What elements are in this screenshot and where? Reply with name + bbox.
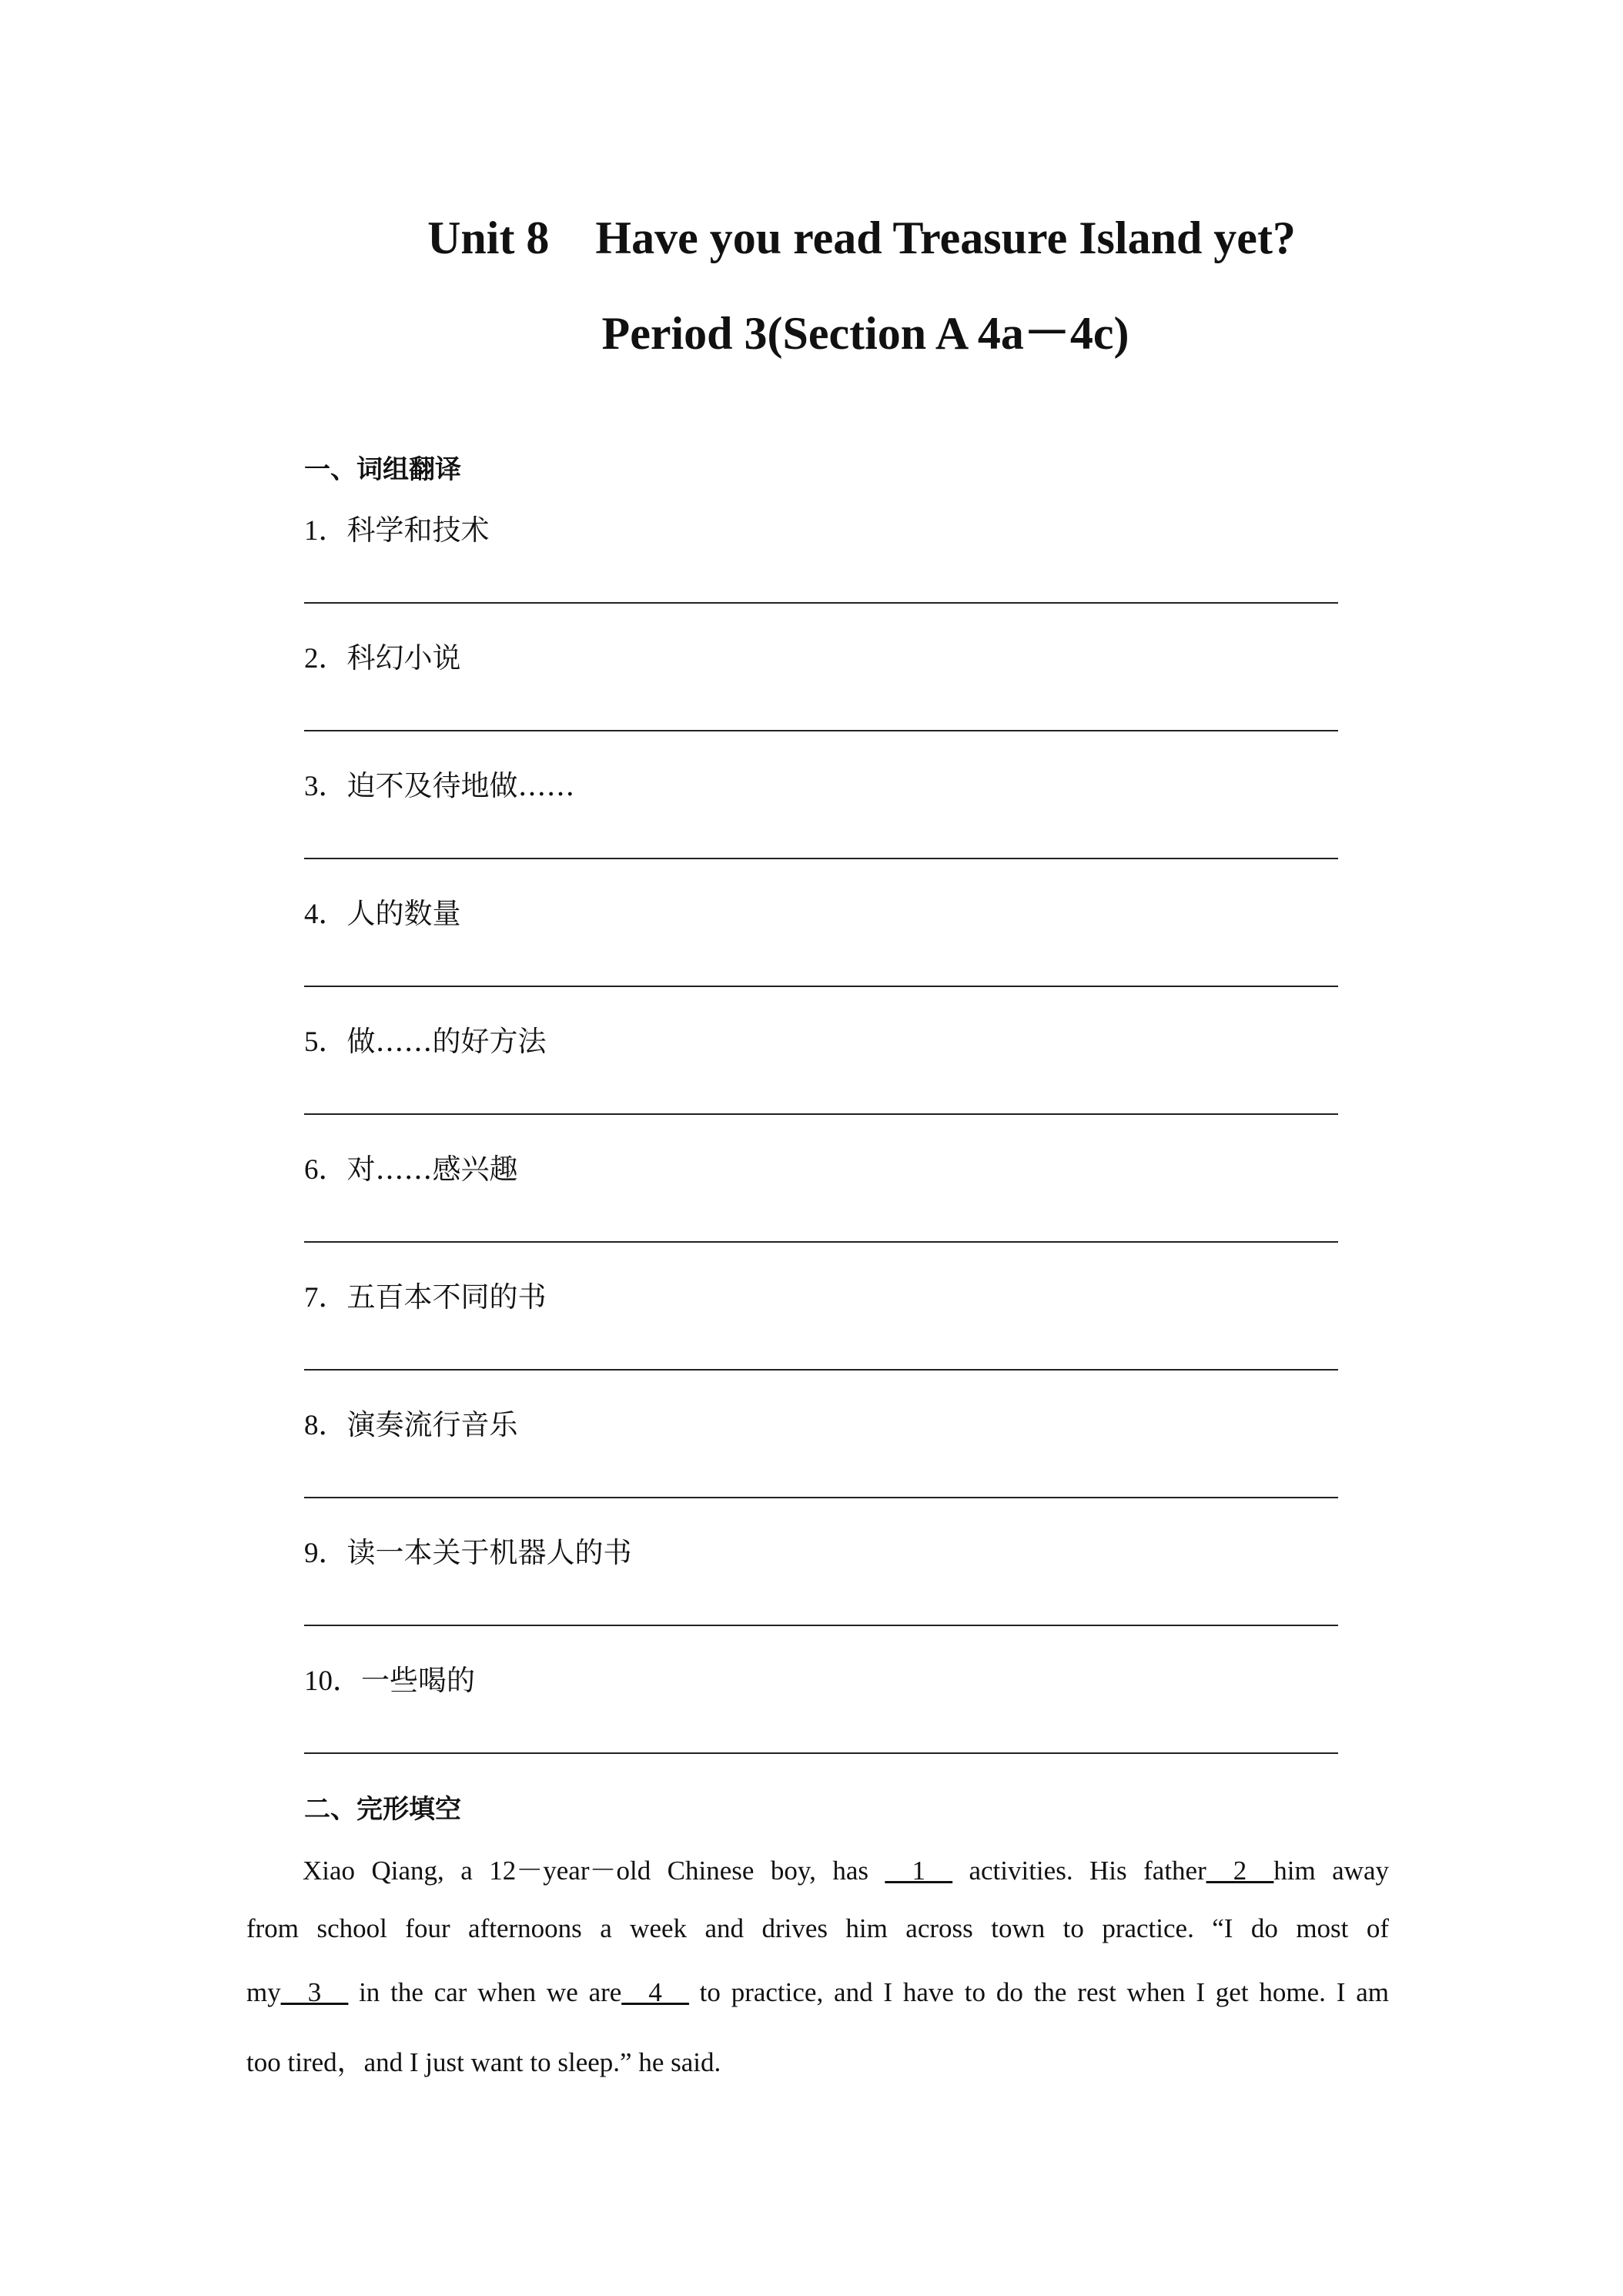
passage-line: from school four afternoons a week and drives him across town to practice. “I do most of bbox=[246, 1913, 1389, 1943]
item-number: 7． bbox=[304, 1282, 347, 1314]
item-number: 1． bbox=[304, 515, 347, 547]
passage-text: my bbox=[246, 1977, 281, 2007]
answer-line[interactable] bbox=[304, 858, 1338, 859]
item-text: 科学和技术 bbox=[346, 514, 490, 547]
item-number: 10． bbox=[304, 1665, 361, 1697]
item-number: 3． bbox=[304, 771, 347, 802]
item-text: 演奏流行音乐 bbox=[346, 1408, 518, 1441]
page-title: Unit 8 Have you read Treasure Island yet? bbox=[427, 213, 1296, 263]
passage-text: to practice, and I have to do the rest when I get home. I am bbox=[688, 1977, 1389, 2007]
answer-line[interactable] bbox=[304, 1241, 1338, 1243]
answer-line[interactable] bbox=[304, 986, 1338, 987]
item-number: 2． bbox=[304, 643, 347, 674]
item-text: 五百本不同的书 bbox=[346, 1280, 547, 1314]
passage-text: activities. His father bbox=[952, 1856, 1206, 1886]
list-item bbox=[304, 1401, 518, 1443]
page-subtitle: Period 3(Section A 4a－4c) bbox=[601, 308, 1129, 359]
item-number: 8． bbox=[304, 1410, 347, 1441]
answer-line[interactable] bbox=[304, 1625, 1338, 1626]
item-text: 对……感兴趣 bbox=[346, 1153, 518, 1186]
passage-line bbox=[303, 1849, 1389, 1888]
list-item bbox=[304, 762, 575, 804]
item-text: 科幻小说 bbox=[346, 641, 461, 674]
item-text: 做……的好方法 bbox=[346, 1025, 547, 1058]
passage-line bbox=[246, 1977, 1389, 2008]
answer-line[interactable] bbox=[304, 1752, 1338, 1754]
item-text: 人的数量 bbox=[346, 897, 461, 930]
list-item bbox=[304, 1274, 547, 1315]
list-item bbox=[304, 1146, 518, 1187]
answer-line[interactable] bbox=[304, 1497, 1338, 1498]
blank-2[interactable]: __2__ bbox=[1206, 1856, 1274, 1886]
item-text: 一些喝的 bbox=[361, 1664, 475, 1697]
list-item bbox=[304, 1529, 632, 1571]
item-text: 读一本关于机器人的书 bbox=[346, 1536, 632, 1569]
passage-text: him away bbox=[1273, 1856, 1389, 1886]
answer-line[interactable] bbox=[304, 1369, 1338, 1371]
passage-text: in the car when we are bbox=[348, 1977, 622, 2007]
answer-line[interactable] bbox=[304, 1113, 1338, 1115]
item-text: 迫不及待地做…… bbox=[346, 769, 575, 802]
item-number: 9． bbox=[304, 1538, 347, 1569]
blank-1[interactable]: __1__ bbox=[885, 1856, 952, 1886]
blank-3[interactable]: __3__ bbox=[280, 1977, 349, 2007]
list-item bbox=[304, 634, 461, 676]
list-item bbox=[304, 890, 461, 932]
list-item bbox=[304, 507, 490, 548]
item-number: 5． bbox=[304, 1026, 347, 1058]
cloze-passage bbox=[246, 1849, 1389, 2080]
item-number: 4． bbox=[304, 899, 347, 930]
section-heading-cloze: 二、完形填空 bbox=[304, 1794, 461, 1825]
passage-line: too tired，and I just want to sleep.” he said. bbox=[246, 2047, 721, 2077]
section-heading-translation: 一、词组翻译 bbox=[304, 454, 461, 485]
blank-4[interactable]: __4__ bbox=[621, 1977, 689, 2007]
passage-text: Xiao Qiang, a 12－year－old Chinese boy, has bbox=[303, 1856, 885, 1886]
answer-line[interactable] bbox=[304, 730, 1338, 731]
answer-line[interactable] bbox=[304, 602, 1338, 604]
list-item bbox=[304, 1018, 547, 1059]
list-item bbox=[304, 1657, 475, 1699]
item-number: 6． bbox=[304, 1154, 347, 1186]
